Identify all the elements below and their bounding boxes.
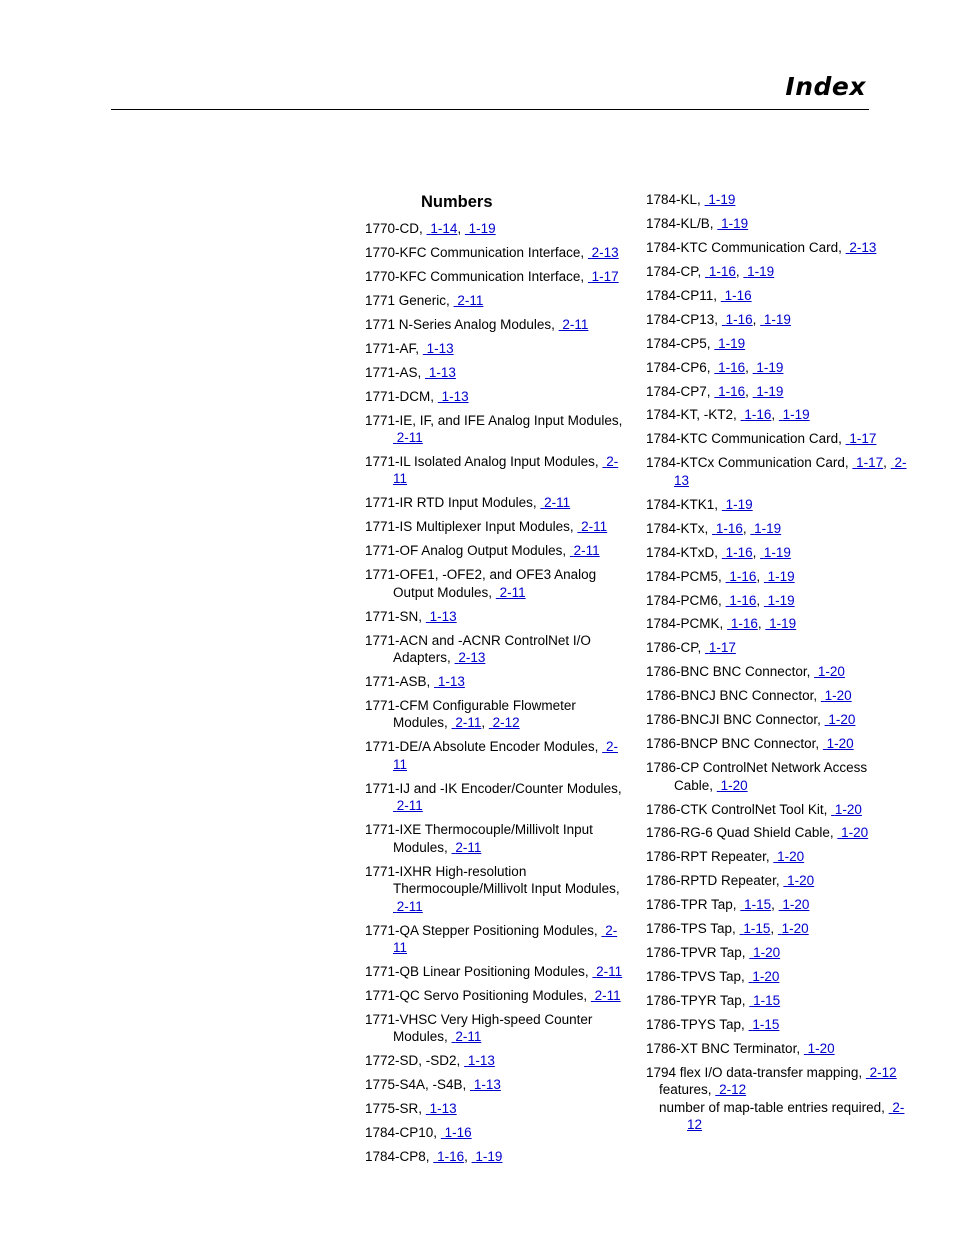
index-entry (365, 364, 630, 382)
index-subentry (659, 1081, 908, 1099)
page-ref-link[interactable]: 1-13 (437, 674, 465, 689)
index-term: 1784-CP13, (646, 311, 719, 327)
page-title: Index (785, 72, 866, 101)
page-ref-link[interactable]: 2-11 (396, 430, 423, 445)
page-ref-link[interactable]: 1-20 (828, 712, 856, 728)
index-entry (646, 896, 908, 914)
index-entry (646, 1016, 908, 1034)
index-term: 1786-BNCP BNC Connector, (646, 736, 820, 752)
index-entry (365, 1076, 630, 1094)
page-ref-link[interactable]: 1-17 (856, 455, 884, 471)
index-entry (646, 544, 908, 562)
index-column-left (365, 191, 630, 1172)
index-entry (646, 992, 908, 1010)
ref-separator: , (745, 383, 753, 399)
page-ref-link[interactable]: 1-16 (444, 1125, 472, 1141)
index-term: 1771 N-Series Analog Modules, (365, 316, 555, 332)
index-entry (646, 824, 908, 842)
index-term: 1770-KFC Communication Interface, (365, 244, 585, 260)
page-ref-link[interactable]: 1-16 (725, 544, 753, 560)
ref-separator: , (756, 592, 764, 608)
index-term: 1786-TPS Tap, (646, 921, 736, 937)
index-term: 1771-DE/A Absolute Encoder Modules, (365, 739, 599, 755)
index-term: 1786-TPVR Tap, (646, 945, 746, 961)
index-entry (646, 430, 908, 448)
index-entry (646, 639, 908, 657)
page-ref-link[interactable]: 2-11 (573, 543, 600, 559)
index-term: 1786-XT BNC Terminator, (646, 1040, 801, 1056)
page-ref-link[interactable]: 1-15 (743, 921, 771, 937)
index-term: 1786-BNCJI BNC Connector, (646, 712, 821, 728)
page-ref-link[interactable]: 1-19 (767, 592, 795, 608)
page-ref-link[interactable]: 1-20 (841, 825, 869, 841)
page-ref-link[interactable]: 2-12 (492, 715, 520, 731)
ref-separator: , (883, 455, 891, 471)
page-ref-link[interactable]: 1-20 (752, 969, 780, 985)
index-entry (365, 388, 630, 406)
page-ref-link[interactable]: 1-19 (718, 335, 746, 351)
index-term: 1771-SN, (365, 608, 423, 624)
index-entry (365, 1100, 630, 1118)
page-ref-link[interactable]: 1-20 (777, 849, 805, 865)
index-term: 1786-BNCJ BNC Connector, (646, 688, 818, 704)
page-ref-link[interactable]: 1-20 (817, 664, 845, 680)
index-entry (365, 494, 630, 512)
page-ref-link[interactable]: 1-19 (708, 192, 736, 207)
index-entry (646, 735, 908, 753)
page-ref-link[interactable]: 2-11 (396, 798, 423, 814)
page-ref-link[interactable]: 2-12 (719, 1082, 747, 1098)
index-term: 1771-AF, (365, 340, 420, 356)
index-entry (646, 711, 908, 729)
index-entry (365, 220, 630, 238)
index-entry-list-right (646, 191, 908, 1134)
page-ref-link[interactable]: 2-11 (393, 739, 618, 772)
index-entry (365, 292, 630, 310)
page-ref-link[interactable]: 2-13 (591, 244, 619, 260)
index-term: 1771-ASB, (365, 674, 431, 689)
index-entry (365, 673, 630, 691)
index-entry (646, 383, 908, 401)
page-ref-link[interactable]: 1-17 (708, 640, 736, 656)
index-term: 1786-CTK ControlNet Tool Kit, (646, 801, 828, 817)
ref-separator: , (464, 1149, 472, 1165)
page-ref-link[interactable]: 1-19 (468, 221, 496, 236)
index-entry (646, 239, 908, 257)
page-ref-link[interactable]: 1-13 (429, 608, 457, 624)
index-term: 1775-S4A, -S4B, (365, 1077, 467, 1093)
index-entry (646, 592, 908, 610)
index-entry (646, 944, 908, 962)
index-term: 1771-IE, IF, and IFE Analog Input Modules, (365, 412, 623, 428)
page-ref-link[interactable]: 1-19 (782, 407, 810, 423)
index-entry-list-left (365, 220, 630, 1166)
index-entry (365, 1124, 630, 1142)
index-term: 1771-IXHR High-resolution Thermocouple/Millivolt Input Modules, (365, 863, 620, 897)
page-ref-link[interactable]: 1-17 (849, 431, 877, 447)
index-entry (646, 1064, 908, 1082)
index-term: 1771-DCM, (365, 388, 435, 404)
index-entry (646, 191, 908, 209)
index-entry (646, 872, 908, 890)
index-term: 1784-CP7, (646, 383, 711, 399)
index-entry (365, 987, 630, 1005)
index-term: 1770-KFC Communication Interface, (365, 268, 585, 284)
page-ref-link[interactable]: 1-20 (834, 801, 862, 817)
page-ref-link[interactable]: 1-13 (429, 1101, 457, 1117)
page-ref-link[interactable]: 1-16 (715, 520, 743, 536)
index-entry (646, 663, 908, 681)
index-entry (365, 566, 630, 601)
ref-separator: , (481, 715, 489, 731)
page-ref-link[interactable]: 1-20 (826, 736, 854, 752)
ref-separator: , (742, 520, 751, 536)
page-ref-link[interactable]: 1-19 (769, 616, 797, 632)
page-ref-link[interactable]: 1-19 (767, 568, 795, 584)
page-ref-link[interactable]: 2-11 (562, 316, 589, 332)
index-term: 1771-IS Multiplexer Input Modules, (365, 519, 574, 535)
index-term: 1784-CP, (646, 263, 702, 279)
page-ref-link[interactable]: 1-13 (428, 364, 456, 380)
index-term: 1784-CP5, (646, 335, 711, 351)
page-ref-link[interactable]: 2-11 (396, 898, 423, 914)
index-term: 1771-QC Servo Positioning Modules, (365, 988, 588, 1003)
index-entry (365, 412, 630, 447)
index-term: 1786-CP, (646, 640, 702, 656)
index-entry (365, 1011, 630, 1046)
page-ref-link[interactable]: 1-20 (720, 777, 748, 793)
page-ref-link[interactable]: 2-11 (457, 292, 484, 308)
page-ref-link[interactable]: 1-19 (747, 263, 775, 279)
index-entry (365, 340, 630, 358)
index-entry (365, 963, 630, 981)
page-ref-link[interactable]: 1-15 (752, 1016, 780, 1032)
index-term: 1784-KTxD, (646, 544, 719, 560)
index-entry (646, 920, 908, 938)
index-term: 1786-CP ControlNet Network Access Cable, (646, 760, 868, 793)
index-entry (646, 263, 908, 281)
index-term: 1786-TPYR Tap, (646, 993, 746, 1008)
index-entry (646, 568, 908, 586)
index-entry (365, 1052, 630, 1070)
page-ref-link[interactable]: 1-16 (718, 359, 746, 375)
index-entry (646, 335, 908, 353)
index-entry (365, 542, 630, 560)
index-term: 1771-VHSC Very High-speed Counter Modules, (365, 1011, 593, 1045)
page-ref-link[interactable]: 2-11 (544, 495, 571, 511)
index-term: 1784-KTK1, (646, 496, 719, 512)
index-term: 1771-QB Linear Positioning Modules, (365, 964, 589, 980)
ref-separator: , (771, 897, 779, 913)
page-ref-link[interactable]: 1-20 (782, 897, 810, 913)
index-term: 1784-KTC Communication Card, (646, 431, 842, 447)
index-entry (365, 821, 630, 856)
index-entry (646, 801, 908, 819)
page-ref-link[interactable]: 1-13 (441, 388, 469, 404)
index-term: 1784-PCM5, (646, 568, 722, 584)
page-ref-link[interactable]: 1-17 (591, 268, 619, 284)
page-ref-link[interactable]: 1-19 (756, 359, 784, 375)
index-term: 1786-TPVS Tap, (646, 969, 745, 985)
index-term: 1771-CFM Configurable Flowmeter Modules, (365, 697, 576, 731)
index-entry (646, 687, 908, 705)
page-ref-link[interactable]: 2-11 (393, 922, 618, 956)
page-ref-link[interactable]: 2-11 (499, 584, 526, 600)
index-entry (365, 738, 630, 773)
ref-separator: , (770, 921, 778, 937)
page-ref-link[interactable]: 2-11 (594, 988, 621, 1003)
index-term: 1784-KT, -KT2, (646, 407, 737, 423)
index-entry (646, 968, 908, 986)
index-entry (646, 848, 908, 866)
index-entry (646, 520, 908, 538)
index-entry (365, 1148, 630, 1166)
index-entry (365, 780, 630, 815)
index-term: 1794 flex I/O data-transfer mapping, (646, 1064, 863, 1080)
ref-separator: , (457, 221, 465, 236)
index-term: 1784-KTCx Communication Card, (646, 455, 849, 471)
page-ref-link[interactable]: 2-13 (674, 455, 907, 488)
index-term: 1784-CP11, (646, 287, 718, 303)
page-ref-link[interactable]: 2-13 (849, 239, 877, 255)
page-ref-link[interactable]: 1-16 (437, 1149, 465, 1165)
index-entry (365, 632, 630, 667)
index-term: 1786-RPTD Repeater, (646, 873, 780, 889)
section-heading-numbers: Numbers (421, 193, 493, 211)
index-term: 1784-CP10, (365, 1125, 438, 1141)
index-entry (646, 215, 908, 233)
index-term: 1770-CD, (365, 221, 423, 236)
index-term: 1784-KL/B, (646, 215, 714, 231)
page-ref-link[interactable]: 1-16 (729, 568, 757, 584)
index-term: 1771-AS, (365, 364, 422, 380)
index-column-right (646, 191, 908, 1134)
page-ref-link[interactable]: 1-19 (721, 215, 749, 231)
page-ref-link[interactable]: 1-20 (781, 921, 809, 937)
page-ref-link[interactable]: 1-15 (744, 897, 772, 913)
index-term: 1784-KL, (646, 192, 701, 207)
page-ref-link[interactable]: 1-20 (787, 873, 815, 889)
index-term: features, (659, 1082, 712, 1098)
index-term: 1775-SR, (365, 1101, 423, 1117)
page-ref-link[interactable]: 1-14 (430, 221, 458, 236)
index-entry (365, 268, 630, 286)
header-rule (111, 109, 869, 110)
ref-separator: , (752, 544, 761, 560)
index-entry (365, 316, 630, 334)
ref-separator: , (752, 311, 761, 327)
ref-separator: , (735, 263, 744, 279)
page-ref-link[interactable]: 2-11 (596, 964, 623, 980)
index-entry (365, 244, 630, 262)
index-term: 1784-KTC Communication Card, (646, 239, 842, 255)
index-entry (646, 359, 908, 377)
index-term: 1786-RG-6 Quad Shield Cable, (646, 825, 834, 841)
page-ref-link[interactable]: 1-15 (753, 993, 781, 1008)
page-ref-link[interactable]: 1-16 (708, 263, 736, 279)
index-term: 1786-RPT Repeater, (646, 849, 770, 865)
index-entry (646, 406, 908, 424)
index-term: 1786-TPR Tap, (646, 897, 737, 913)
page-ref-link[interactable]: 1-16 (724, 287, 752, 303)
index-term: 1771-ACN and -ACNR ControlNet I/O Adapters, (365, 632, 591, 666)
page-ref-link[interactable]: 1-16 (725, 311, 753, 327)
index-term: 1771-IXE Thermocouple/Millivolt Input Modules, (365, 822, 593, 855)
index-term: 1772-SD, -SD2, (365, 1053, 461, 1069)
page-ref-link[interactable]: 1-16 (744, 407, 772, 423)
index-entry (365, 922, 630, 957)
index-entry (646, 454, 908, 489)
index-term: 1784-PCM6, (646, 592, 722, 608)
index-entry (646, 496, 908, 514)
ref-separator: , (756, 568, 764, 584)
index-entry (646, 287, 908, 305)
page-ref-link[interactable]: 1-20 (753, 945, 781, 961)
page-ref-link[interactable]: 1-19 (756, 383, 784, 399)
page-ref-link[interactable]: 1-19 (475, 1149, 503, 1165)
index-entry (646, 1040, 908, 1058)
page-ref-link[interactable]: 1-20 (807, 1040, 835, 1056)
index-entry (646, 759, 908, 794)
index-entry (365, 453, 630, 488)
index-entry (646, 311, 908, 329)
page-ref-link[interactable]: 1-20 (824, 688, 852, 704)
page-ref-link[interactable]: 1-19 (763, 544, 791, 560)
page-ref-link[interactable]: 2-11 (581, 519, 608, 535)
index-term: 1786-BNC BNC Connector, (646, 664, 811, 680)
index-entry (365, 863, 630, 916)
page-ref-link[interactable]: 2-12 (687, 1099, 905, 1133)
page-ref-link[interactable]: 1-16 (730, 616, 758, 632)
ref-separator: , (757, 616, 766, 632)
index-term: 1784-CP8, (365, 1149, 430, 1165)
page-ref-link[interactable]: 2-12 (869, 1064, 897, 1080)
index-term: 1771-IJ and -IK Encoder/Counter Modules, (365, 780, 622, 796)
index-subentry (659, 1099, 908, 1134)
index-term: 1771-OF Analog Output Modules, (365, 543, 567, 559)
index-term: 1771 Generic, (365, 292, 450, 308)
page-ref-link[interactable]: 2-11 (455, 839, 482, 855)
page-ref-link[interactable]: 2-11 (393, 453, 619, 487)
ref-separator: , (771, 407, 779, 423)
index-term: 1786-TPYS Tap, (646, 1016, 745, 1032)
page-ref-link[interactable]: 1-16 (718, 383, 746, 399)
page-ref-link[interactable]: 1-19 (763, 311, 791, 327)
index-term: 1771-IR RTD Input Modules, (365, 495, 537, 511)
page-ref-link[interactable]: 1-13 (473, 1077, 501, 1093)
page-ref-link[interactable]: 2-11 (455, 1029, 482, 1045)
index-term: number of map-table entries required, (659, 1099, 885, 1115)
index-entry (365, 518, 630, 536)
page-ref-link[interactable]: 2-13 (458, 650, 486, 666)
page-ref-link[interactable]: 1-19 (754, 520, 782, 536)
index-term: 1784-KTx, (646, 520, 709, 536)
index-entry (365, 697, 630, 732)
page-ref-link[interactable]: 1-19 (725, 496, 753, 512)
page-ref-link[interactable]: 1-13 (426, 340, 454, 356)
index-term: 1771-IL Isolated Analog Input Modules, (365, 453, 599, 469)
index-term: 1784-CP6, (646, 359, 711, 375)
index-term: 1771-QA Stepper Positioning Modules, (365, 922, 598, 938)
index-entry (365, 608, 630, 626)
page-ref-link[interactable]: 2-11 (455, 715, 482, 731)
index-entry (646, 615, 908, 633)
ref-separator: , (745, 359, 753, 375)
index-term: 1771-OFE1, -OFE2, and OFE3 Analog Output Modules, (365, 567, 597, 600)
index-term: 1784-PCMK, (646, 616, 724, 632)
page-ref-link[interactable]: 1-13 (467, 1053, 495, 1069)
page-ref-link[interactable]: 1-16 (729, 592, 757, 608)
